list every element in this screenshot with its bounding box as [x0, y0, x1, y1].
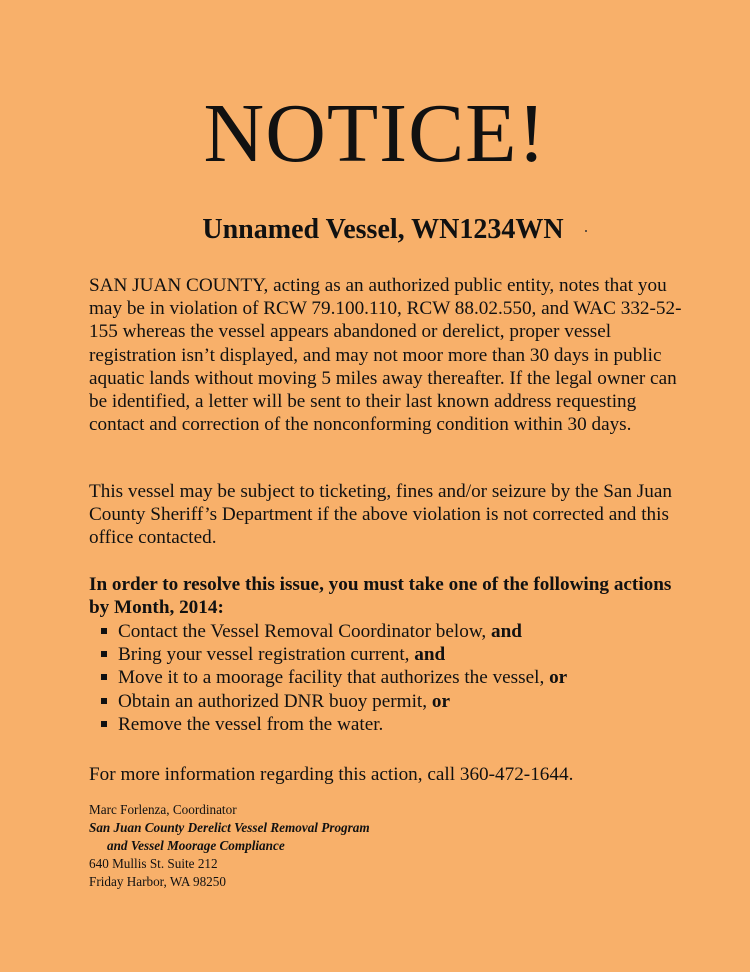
square-bullet-icon: [101, 721, 107, 727]
action-connector: or: [549, 667, 568, 689]
list-item: [100, 620, 567, 643]
more-info-line: For more information regarding this action, call 360-472-1644.: [89, 764, 574, 785]
action-connector: and: [414, 644, 446, 666]
vessel-heading: Unnamed Vessel, WN1234WN: [202, 214, 564, 245]
resolve-heading: In order to resolve this issue, you must take one of the following actions by Month, 2014:: [89, 574, 672, 619]
paper-speck: [585, 230, 587, 232]
square-bullet-icon: [101, 674, 107, 680]
street-address: 640 Mullis St. Suite 212: [89, 856, 218, 871]
action-text: Obtain an authorized DNR buoy permit,: [118, 690, 432, 712]
square-bullet-icon: [101, 628, 107, 634]
square-bullet-icon: [101, 651, 107, 657]
contact-block: [89, 801, 370, 891]
action-text: Move it to a moorage facility that authorizes the vessel,: [118, 667, 550, 689]
list-item: [100, 713, 567, 736]
action-text: Bring your vessel registration current,: [118, 644, 415, 666]
notice-title: NOTICE!: [203, 87, 547, 180]
action-connector: or: [431, 690, 450, 712]
list-item: [100, 666, 567, 689]
violation-paragraph: SAN JUAN COUNTY, acting as an authorized public entity, notes that you may be in violation of RCW 79.100.110, RCW 88.02.550, and WAC 332-52-155 whereas the vessel appears abandoned or derelict, proper vessel registration isn’t displayed, and may not moor more than 30 days in public aquatic lands without moving 5 miles away thereafter. If the legal owner can be identified, a letter will be sent to their last known address requesting contact and correction of the nonconforming condition within 30 days.: [89, 275, 682, 436]
penalty-paragraph: This vessel may be subject to ticketing, fines and/or seizure by the San Juan County Sheriff’s Department if the above violation is not corrected and this office contacted.: [89, 481, 672, 549]
required-actions-list: [100, 620, 567, 736]
square-bullet-icon: [101, 698, 107, 704]
program-name-continued: and Vessel Moorage Compliance: [107, 838, 285, 853]
program-name: San Juan County Derelict Vessel Removal Program: [89, 820, 370, 835]
action-connector: and: [491, 621, 522, 642]
city-address: Friday Harbor, WA 98250: [89, 874, 226, 889]
action-text: Contact the Vessel Removal Coordinator below,: [118, 621, 492, 642]
action-text: Remove the vessel from the water.: [118, 713, 384, 735]
coordinator-name: Marc Forlenza, Coordinator: [89, 802, 237, 817]
list-item: [100, 643, 567, 666]
list-item: [100, 690, 567, 713]
